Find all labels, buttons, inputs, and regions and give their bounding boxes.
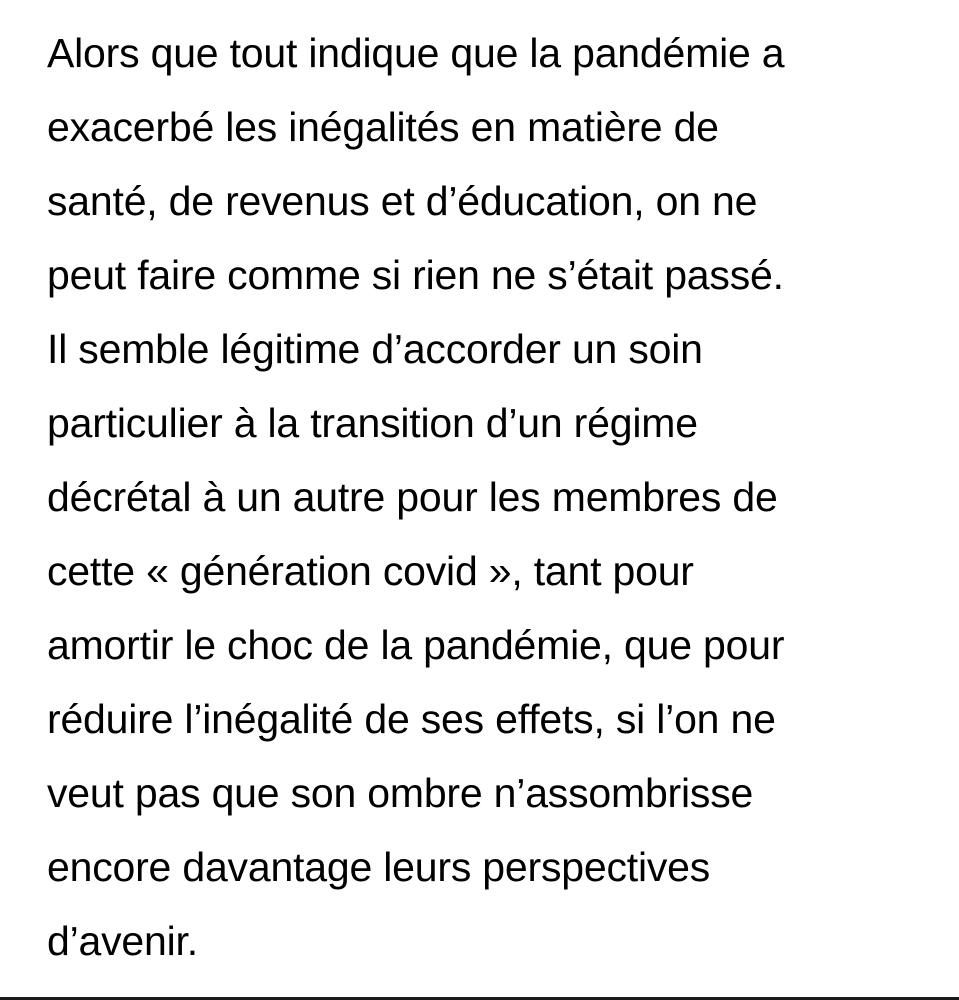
paragraph-line: d’avenir. [47, 918, 198, 964]
paragraph-line: veut pas que son ombre n’assombrisse [47, 770, 754, 816]
paragraph-line: amortir le choc de la pandémie, que pour [47, 622, 785, 668]
article-paragraph [47, 16, 947, 978]
paragraph-line: Alors que tout indique que la pandémie a [47, 30, 785, 76]
paragraph-line: Il semble légitime d’accorder un soin [47, 326, 703, 372]
paragraph-line: peut faire comme si rien ne s’était passé. [47, 252, 784, 298]
paragraph-line: particulier à la transition d’un régime [47, 400, 698, 446]
paragraph-line: encore davantage leurs perspectives [47, 844, 711, 890]
paragraph-line: cette « génération covid », tant pour [47, 548, 694, 594]
paragraph-line: réduire l’inégalité de ses effets, si l’on ne [47, 696, 776, 742]
paragraph-line: décrétal à un autre pour les membres de [47, 474, 778, 520]
paragraph-line: santé, de revenus et d’éducation, on ne [47, 178, 758, 224]
paragraph-line: exacerbé les inégalités en matière de [47, 104, 719, 150]
